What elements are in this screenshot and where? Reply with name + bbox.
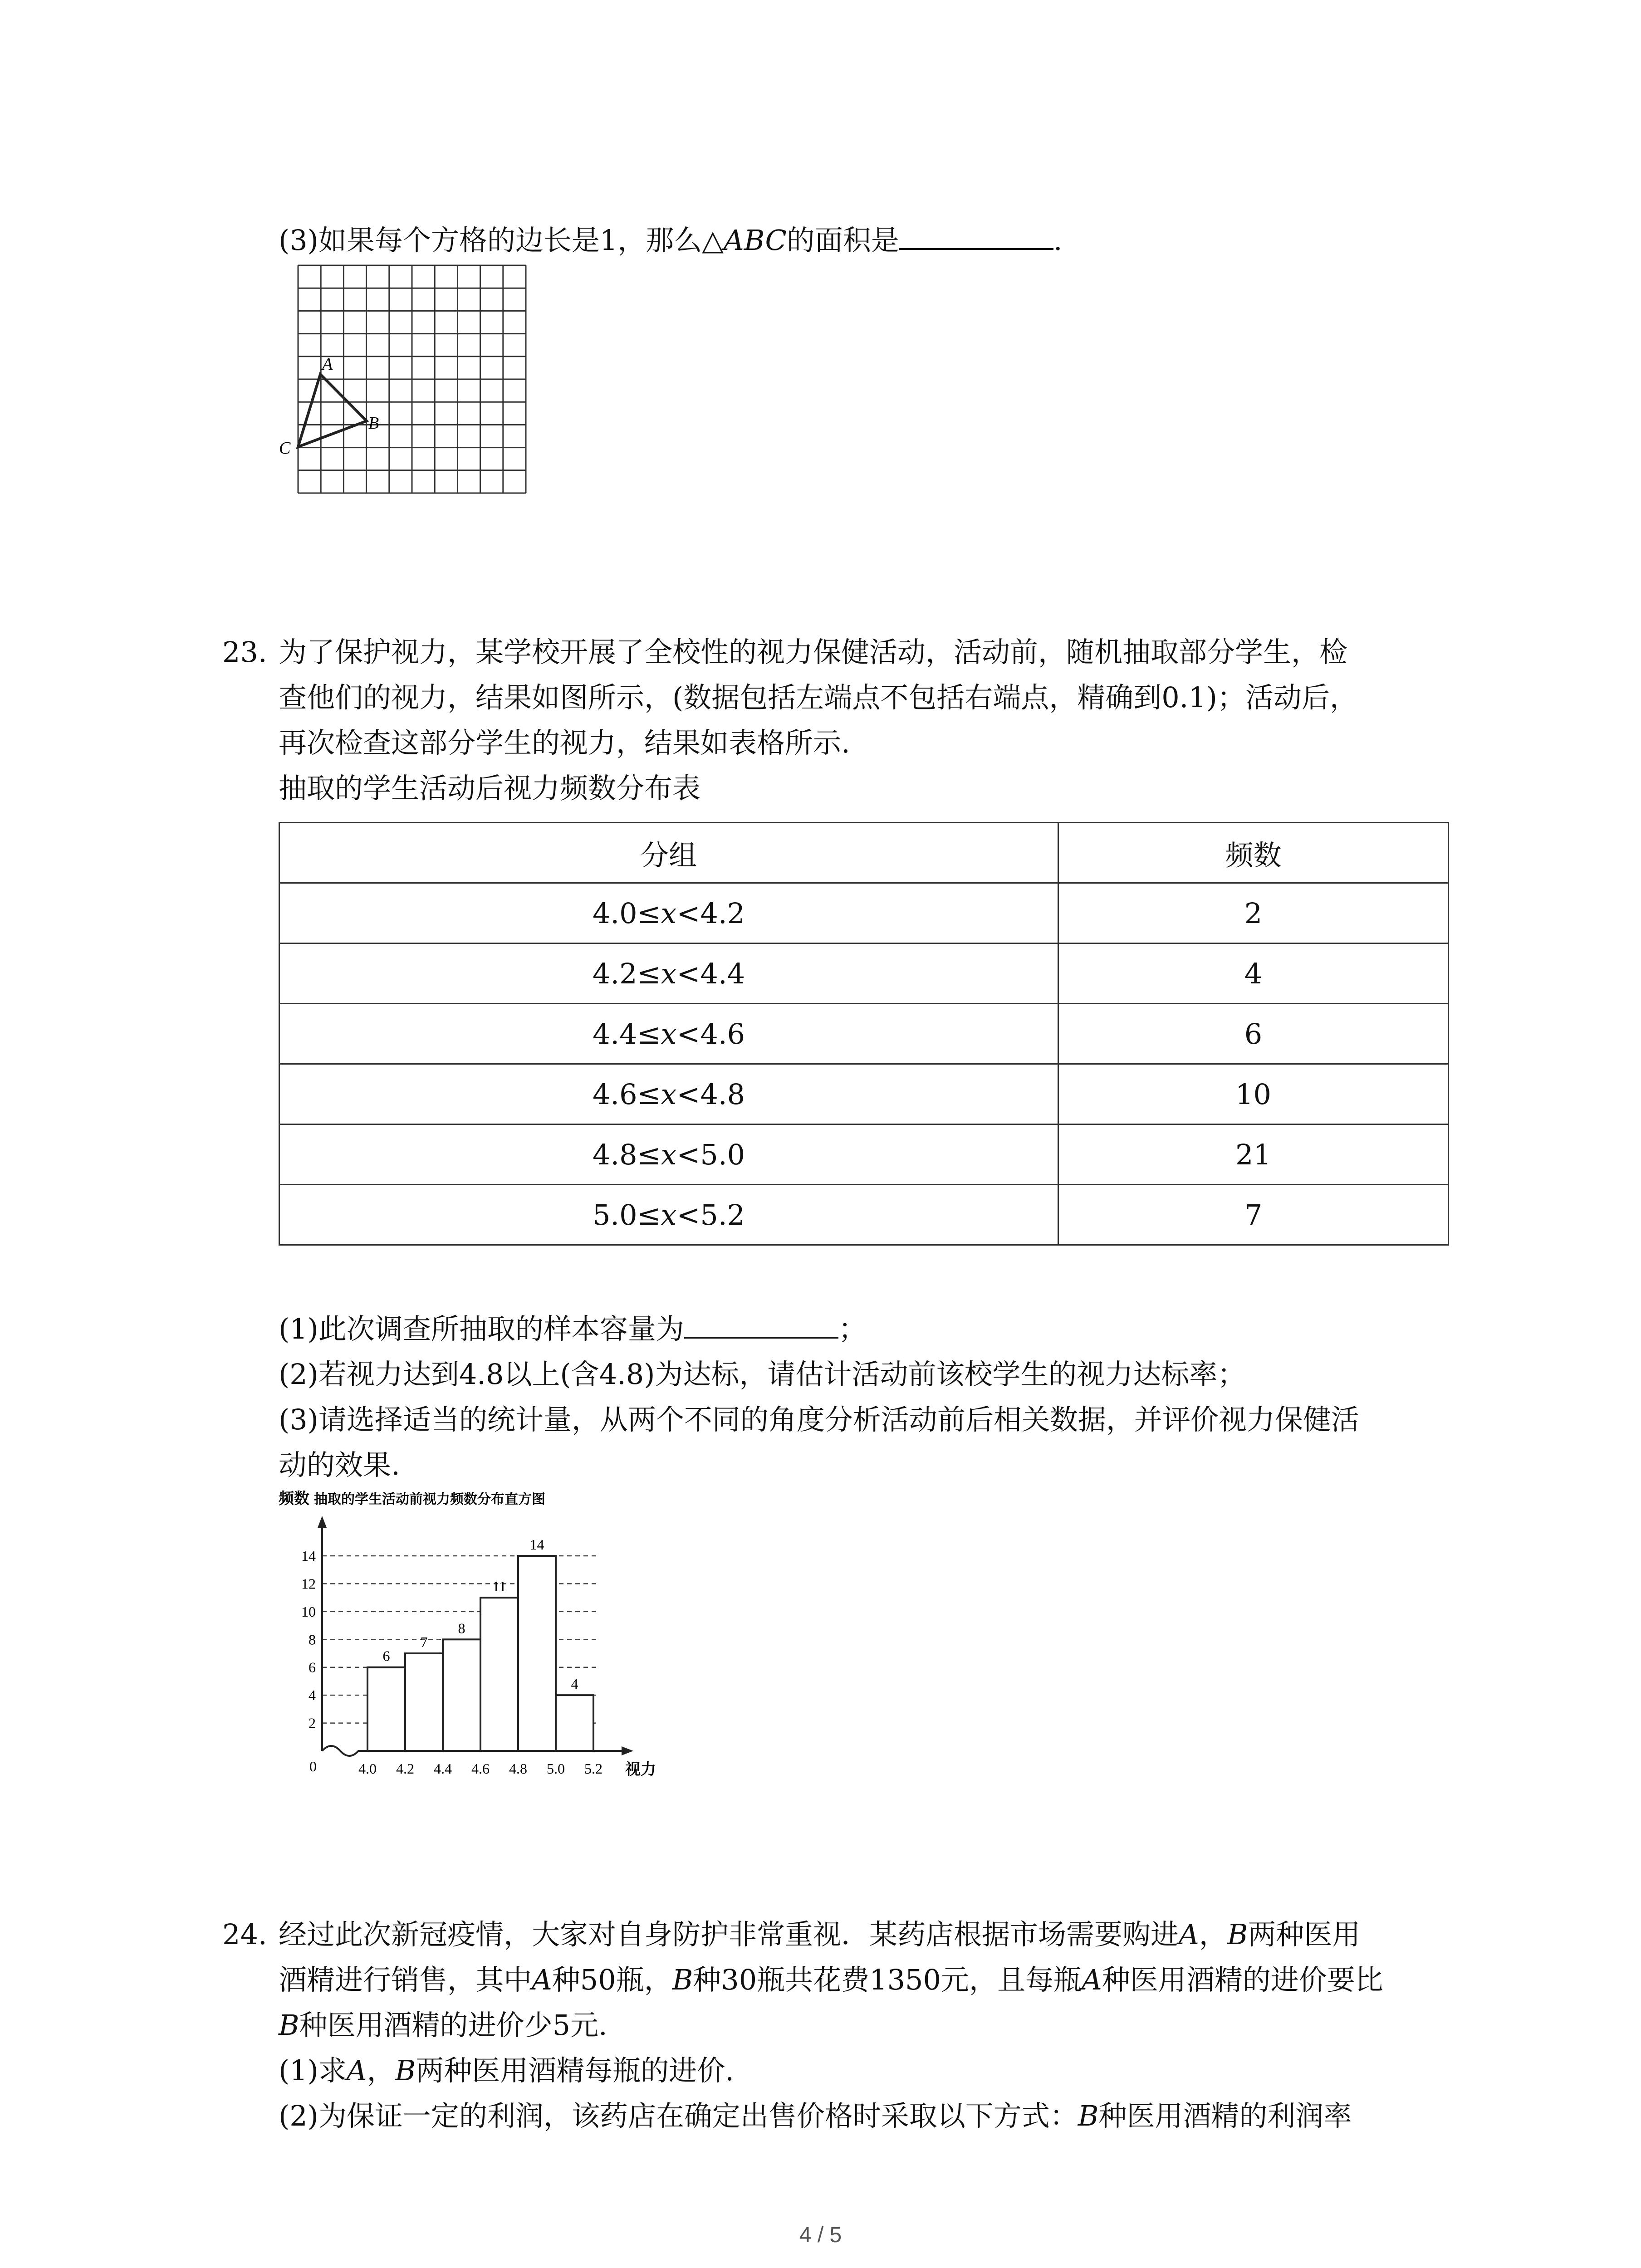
- group-hi: <5.2: [676, 1198, 745, 1232]
- bar-value-label: 11: [492, 1578, 506, 1595]
- group-var: x: [661, 1017, 677, 1051]
- q24-p1-a: (1)求: [279, 2054, 347, 2087]
- group-lo: 4.4≤: [592, 1017, 661, 1051]
- q23-part2: (2)若视力达到4.8以上(含4.8)为达标，请估计活动前该校学生的视力达标率；: [279, 1358, 1246, 1391]
- grid-label-a: A: [322, 355, 333, 374]
- histogram-bar: [405, 1653, 443, 1751]
- group-lo: 4.0≤: [592, 896, 661, 930]
- group-var: x: [661, 896, 677, 930]
- q24-line2: [279, 1962, 1383, 1998]
- frequency-cell: 21: [1058, 1124, 1449, 1185]
- q22-part3: [279, 222, 1063, 259]
- x-tick-label: 5.2: [584, 1760, 603, 1777]
- bar-value-label: 4: [571, 1676, 578, 1692]
- header-group: 分组: [279, 823, 1058, 883]
- group-lo: 5.0≤: [592, 1198, 661, 1232]
- y-tick-label: 12: [301, 1575, 316, 1592]
- q23-line2: 查他们的视力，结果如图所示，(数据包括左端点不包括右端点，精确到0.1)；活动后，: [279, 681, 1358, 714]
- q24-l2-b: 种50瓶，: [552, 1963, 672, 1996]
- frequency-cell: 6: [1058, 1004, 1449, 1064]
- q22-part3-suffix: 的面积是: [786, 224, 899, 257]
- header-frequency: 频数: [1058, 823, 1449, 883]
- x-tick-label: 4.4: [434, 1760, 452, 1777]
- q24-p2-b: 种医用酒精的利润率: [1098, 2099, 1352, 2132]
- table-row: [279, 1064, 1449, 1124]
- q22-part3-end: .: [1053, 224, 1063, 257]
- x-axis-arrow: [622, 1746, 633, 1755]
- q24-l3-B: B: [279, 2009, 299, 2042]
- histogram-bar: [367, 1667, 405, 1751]
- x-tick-label: 4.2: [396, 1760, 414, 1777]
- q24-l2-a: 酒精进行销售，其中: [279, 1963, 532, 1996]
- q24-p2-a: (2)为保证一定的利润，该药店在确定出售价格时采取以下方式：: [279, 2099, 1078, 2132]
- q24-p1-c: 两种医用酒精每瓶的进价.: [416, 2054, 734, 2087]
- frequency-cell: 10: [1058, 1064, 1449, 1124]
- y-tick-label: 14: [301, 1548, 316, 1564]
- histogram-bar: [443, 1639, 480, 1751]
- bar-value-label: 14: [529, 1536, 544, 1553]
- group-lo: 4.6≤: [592, 1077, 661, 1111]
- q24-l3-a: 种医用酒精的进价少5元.: [299, 2009, 607, 2042]
- q24-part2: [279, 2098, 1352, 2134]
- q22-answer-blank: [899, 224, 1053, 250]
- q24-number: 24.: [222, 1918, 267, 1951]
- q23-line1: 为了保护视力，某学校开展了全校性的视力保健活动，活动前，随机抽取部分学生，检: [279, 635, 1348, 669]
- q24-l2-d: 种医用酒精的进价要比: [1102, 1963, 1383, 1996]
- table-row: [279, 1004, 1449, 1064]
- frequency-cell: 7: [1058, 1185, 1449, 1245]
- q23-part3-line1: (3)请选择适当的统计量，从两个不同的角度分析活动前后相关数据，并评价视力保健活: [279, 1403, 1359, 1436]
- q24-p1-b: ，: [367, 2054, 395, 2087]
- chart-title: 抽取的学生活动前视力频数分布直方图: [314, 1491, 545, 1507]
- histogram-chart: [272, 1488, 703, 1787]
- group-var: x: [661, 1198, 677, 1232]
- q23-part3-line2: 动的效果.: [279, 1448, 400, 1481]
- q22-part3-abc: ABC: [723, 224, 787, 257]
- y-tick-label: 2: [309, 1715, 316, 1731]
- bar-value-label: 8: [458, 1620, 465, 1637]
- page-number: 4 / 5: [799, 2223, 842, 2247]
- x-tick-label: 5.0: [547, 1760, 565, 1777]
- group-hi: <5.0: [676, 1138, 745, 1171]
- q23-table-title: 抽取的学生活动后视力频数分布表: [279, 772, 701, 805]
- grid-label-b: B: [368, 414, 379, 433]
- group-cell: [279, 1185, 1058, 1245]
- q24-l1-a: 经过此次新冠疫情，大家对自身防护非常重视．某药店根据市场需要购进: [279, 1918, 1179, 1951]
- q22-part3-prefix: (3)如果每个方格的边长是1，那么△: [279, 224, 724, 257]
- group-cell: [279, 1064, 1058, 1124]
- bar-value-label: 7: [420, 1634, 428, 1650]
- group-var: x: [661, 957, 677, 990]
- q23-part1-end: ；: [838, 1312, 867, 1345]
- q24-l2-c: 种30瓶共花费1350元，且每瓶: [693, 1963, 1082, 1996]
- chart-xlabel: 视力: [625, 1760, 656, 1779]
- q23-part1: [279, 1311, 867, 1347]
- q23-part1-text: (1)此次调查所抽取的样本容量为: [279, 1312, 684, 1345]
- x-tick-label: 4.8: [509, 1760, 527, 1777]
- q22-grid-figure: [279, 265, 535, 510]
- table-row: [279, 1124, 1449, 1185]
- grid-label-c: C: [279, 439, 291, 458]
- frequency-table: [279, 822, 1449, 1246]
- group-hi: <4.2: [676, 896, 745, 930]
- q24-l2-A2: A: [1081, 1963, 1102, 1996]
- table-row: [279, 1185, 1449, 1245]
- x-tick-label: 4.6: [471, 1760, 490, 1777]
- x-tick-label: 4.0: [358, 1760, 377, 1777]
- q24-line1: [279, 1916, 1360, 1953]
- group-cell: [279, 1124, 1058, 1185]
- q24-l1-A: A: [1179, 1918, 1199, 1951]
- y-tick-label: 4: [309, 1687, 316, 1704]
- bar-value-label: 6: [382, 1647, 390, 1664]
- q24-l1-b: ，: [1199, 1918, 1227, 1951]
- q24-p1-A: A: [346, 2054, 367, 2087]
- group-hi: <4.8: [676, 1077, 745, 1111]
- frequency-cell: 4: [1058, 943, 1449, 1004]
- group-lo: 4.8≤: [592, 1138, 661, 1171]
- table-row: [279, 883, 1449, 943]
- q23-answer-blank: [684, 1312, 838, 1339]
- histogram-bar: [518, 1556, 556, 1751]
- q24-p1-B: B: [395, 2054, 416, 2087]
- q24-p2-B: B: [1078, 2099, 1099, 2132]
- group-hi: <4.6: [676, 1017, 745, 1051]
- group-lo: 4.2≤: [592, 957, 661, 990]
- q24-l2-A: A: [532, 1963, 552, 1996]
- group-var: x: [661, 1077, 677, 1111]
- group-cell: [279, 883, 1058, 943]
- group-cell: [279, 943, 1058, 1004]
- q24-line3: [279, 2007, 607, 2043]
- y-tick-label: 0: [309, 1758, 317, 1774]
- table-header-row: [279, 823, 1449, 883]
- y-tick-label: 8: [309, 1631, 316, 1648]
- y-axis-arrow: [318, 1516, 327, 1528]
- q23-number: 23.: [222, 635, 267, 669]
- q24-l1-c: 两种医用: [1248, 1918, 1361, 1951]
- q24-l1-B: B: [1227, 1918, 1248, 1951]
- q23-line3: 再次检查这部分学生的视力，结果如表格所示.: [279, 726, 850, 759]
- group-cell: [279, 1004, 1058, 1064]
- table-row: [279, 943, 1449, 1004]
- y-tick-label: 6: [309, 1659, 316, 1676]
- q24-l2-B: B: [672, 1963, 693, 1996]
- histogram-bar: [480, 1598, 518, 1751]
- chart-ylabel: 频数: [279, 1490, 309, 1508]
- y-tick-label: 10: [301, 1603, 316, 1620]
- triangle-abc: [298, 374, 367, 447]
- frequency-cell: 2: [1058, 883, 1449, 943]
- group-hi: <4.4: [676, 957, 745, 990]
- group-var: x: [661, 1138, 677, 1171]
- histogram-bar: [556, 1695, 593, 1751]
- q24-part1: [279, 2053, 734, 2089]
